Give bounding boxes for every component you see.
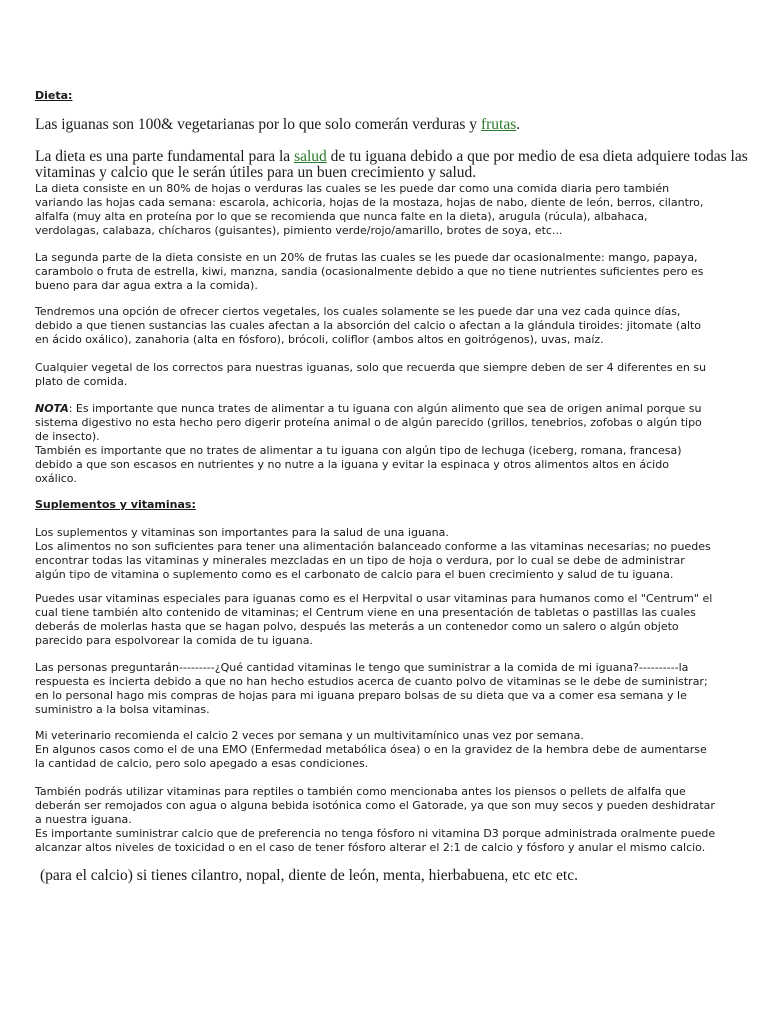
final-paragraph: (para el calcio) si tienes cilantro, nopal, diente de león, menta, hierbabuena, etc etc etc. <box>40 867 578 884</box>
paragraph-centrum <box>35 592 747 648</box>
paragraph-correctos <box>35 361 747 389</box>
health-rest: de tu iguana debido a que por medio de esa dieta adquiere todas las <box>326 148 748 165</box>
paragraph-line: alcanzar altos niveles de toxicidad o en el caso de tener fósforo alterar el 2:1 de calcio y fósforo y anular el mismo calcio. <box>35 841 706 854</box>
paragraph-line: encontrar todas las vitaminas y minerales mezcladas en un tipo de hoja o verdura, por lo cual se debe de administrar <box>35 554 685 567</box>
intro-end: . <box>516 116 521 133</box>
health-paragraph <box>35 149 747 181</box>
paragraph-line: Tendremos una opción de ofrecer ciertos vegetales, los cuales solamente se les puede dar una vez cada quince días, <box>35 305 681 318</box>
nota-first: : Es importante que nunca trates de alimentar a tu iguana con algún alimento que sea de origen animal porque su <box>68 402 702 415</box>
paragraph-line: sistema digestivo no esta hecho pero digerir proteína animal o de algún parecido (grillos, tenebrios, zofobas o algún tipo <box>35 416 702 429</box>
paragraph-line: bueno para dar agua extra a la comida). <box>35 279 258 292</box>
paragraph-reptiles <box>35 785 747 855</box>
paragraph-line: deberás de molerlas hasta que se hagan polvo, después las meterás a un contenedor como un salero o algún objeto <box>35 620 679 633</box>
health-line-1 <box>35 149 747 165</box>
paragraph-line: Puedes usar vitaminas especiales para iguanas como es el Herpvital o usar vitaminas para humanos como el "Centrum" el <box>35 592 713 605</box>
health-start: La dieta es una parte fundamental para la <box>35 148 295 165</box>
paragraph-line: En algunos casos como el de una EMO (Enfermedad metabólica ósea) o en la gravidez de la hembra debe de aumentarse <box>35 743 707 756</box>
intro-text: Las iguanas son 100& vegetarianas por lo que solo comerán verduras y <box>35 116 481 133</box>
paragraph-line: parecido para espolvorear la comida de tu iguana. <box>35 634 313 647</box>
section-heading-suplementos: Suplementos y vitaminas: <box>35 498 196 511</box>
paragraph-veterinario <box>35 729 747 771</box>
paragraph-line: debido a que tienen sustancias las cuales afectan a la absorción del calcio o afectan a la glándula tiroides: jitomate (alto <box>35 319 702 332</box>
paragraph-line: carambolo o fruta de estrella, kiwi, manzna, sandia (ocasionalmente debido a que no tiene nutrientes suficientes pero es <box>35 265 704 278</box>
paragraph-line: cual tiene también alto contenido de vitaminas; el Centrum viene en una presentación de tabletas o pastillas las cuales <box>35 606 696 619</box>
paragraph-line: plato de comida. <box>35 375 128 388</box>
paragraph-line: Las personas preguntarán---------¿Qué cantidad vitaminas le tengo que suministrar a la comida de mi iguana?----------la <box>35 661 689 674</box>
paragraph-line: verdolagas, calabaza, chícharos (guisantes), pimiento verde/rojo/amarillo, brotes de soya, etc... <box>35 224 563 237</box>
paragraph-line: Los alimentos no son suficientes para tener una alimentación balanceado conforme a las vitaminas necesarias; no puedes <box>35 540 711 553</box>
paragraph-line: Mi veterinario recomienda el calcio 2 veces por semana y un multivitamínico unas vez por semana. <box>35 729 584 742</box>
paragraph-line: deberán ser remojados con agua o alguna bebida isotónica como el Gatorade, ya que son muy secos y pueden deshidratar <box>35 799 715 812</box>
paragraph-line: La dieta consiste en un 80% de hojas o verduras las cuales se les puede dar como una comida diaria pero también <box>35 182 670 195</box>
paragraph-line: variando las hojas cada semana: escarola, achicoria, hojas de la mostaza, hojas de nabo, diente de león, berros, cilantro, <box>35 196 704 209</box>
health-line-2: vitaminas y calcio que le serán útiles para un buen crecimiento y salud. <box>35 164 477 181</box>
paragraph-line: a nuestra iguana. <box>35 813 132 826</box>
paragraph-line: Cualquier vegetal de los correctos para nuestras iguanas, solo que recuerda que siempre deben de ser 4 diferentes en su <box>35 361 707 374</box>
paragraph-line: oxálico. <box>35 472 77 485</box>
paragraph-line: La segunda parte de la dieta consiste en un 20% de frutas las cuales se les puede dar ocasionalmente: mango, papaya, <box>35 251 698 264</box>
salud-link[interactable]: salud <box>294 148 327 165</box>
paragraph-line: Es importante suministrar calcio que de preferencia no tenga fósforo ni vitamina D3 porque administrada oralmente puede <box>35 827 716 840</box>
section-heading-dieta: Dieta: <box>35 89 73 102</box>
paragraph-cantidad <box>35 661 747 717</box>
paragraph-nota <box>35 402 747 486</box>
paragraph-line: También es importante que no trates de alimentar a tu iguana con algún tipo de lechuga (iceberg, romana, francesa) <box>35 444 682 457</box>
paragraph-line: Los suplementos y vitaminas son importantes para la salud de una iguana. <box>35 526 449 539</box>
intro-paragraph <box>35 117 747 133</box>
paragraph-line: alfalfa (muy alta en proteína por lo que se recomienda que nunca falte en la dieta), arugula (rúcula), albahaca, <box>35 210 648 223</box>
paragraph-line: suministro a la bolsa vitaminas. <box>35 703 210 716</box>
paragraph-hojas <box>35 182 747 238</box>
paragraph-suplementos <box>35 526 747 582</box>
paragraph-line: debido a que son escasos en nutrientes y no nutre a la iguana y evitar la espinaca y otros alimentos altos en ácido <box>35 458 669 471</box>
paragraph-line: respuesta es incierta debido a que no han hecho estudios acerca de cuanto polvo de vitaminas se le debe de suministrar; <box>35 675 708 688</box>
paragraph-line: de insecto). <box>35 430 100 443</box>
frutas-link[interactable]: frutas <box>480 116 517 133</box>
nota-line-1 <box>35 402 747 416</box>
paragraph-vegetales <box>35 305 747 347</box>
paragraph-line: algún tipo de vitamina o suplemento como es el carbonato de calcio para el buen crecimiento y salud de tu iguana. <box>35 568 674 581</box>
nota-label: NOTA <box>35 402 69 415</box>
paragraph-line: en lo personal hago mis compras de hojas para mi iguana preparo bolsas de su dieta que va a comer esa semana y le <box>35 689 687 702</box>
paragraph-line: la cantidad de calcio, pero solo apegado a esas condiciones. <box>35 757 369 770</box>
paragraph-line: en ácido oxálico), zanahoria (alta en fósforo), brócoli, coliflor (ambos altos en goitrógenos), uvas, maíz. <box>35 333 604 346</box>
paragraph-frutas <box>35 251 747 293</box>
paragraph-line: También podrás utilizar vitaminas para reptiles o también como mencionaba antes los piensos o pellets de alfalfa que <box>35 785 686 798</box>
